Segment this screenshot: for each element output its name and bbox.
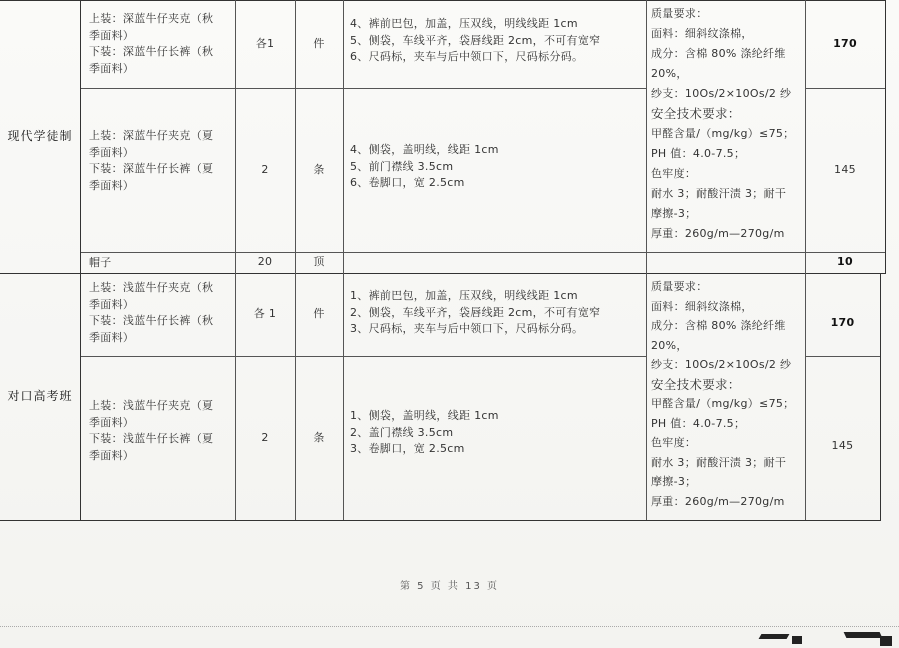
process-line: 2、侧袋，车线平齐，袋唇线距 2cm，不可有宽窄 [350,305,601,319]
process-line: 1、侧袋，盖明线，线距 1cm [350,409,499,422]
unit-cell: 条 [313,162,325,176]
item-description [89,11,233,77]
page-number: 第 5 页 共 13 页 [400,581,499,592]
hat-label: 帽子 [89,256,112,269]
scan-artifact [792,636,802,644]
process-requirements [350,288,644,338]
quality-line: 成分：含棉 80% 涤纶纤维 [651,47,786,60]
unit-cell: 件 [313,307,325,321]
item-description [89,398,233,464]
scan-artifact [844,632,883,638]
item-line: 上装：深蓝牛仔夹克（夏 [89,129,214,142]
quality-line: 20%， [651,67,688,80]
category-label: 现代学徒制 [7,129,73,144]
quality-line: 成分：含棉 80% 涤纶纤维 [651,319,786,332]
quality-line: 耐水 3；耐酸汗渍 3；耐干 [651,187,787,200]
item-line: 下装：深蓝牛仔长裤（夏 [89,162,214,175]
item-line: 季面料） [89,28,135,42]
category-label: 对口高考班 [7,389,73,404]
hat-quantity: 20 [257,255,273,269]
item-line: 下装：浅蓝牛仔长裤（夏 [89,432,214,445]
quality-line: 色牢度： [651,167,697,180]
hat-price: 10 [837,255,853,269]
hat-unit: 顶 [313,255,325,269]
quality-line: 摩擦-3； [651,207,697,220]
item-line: 季面料） [89,178,135,192]
price-cell: 170 [830,315,855,329]
process-line: 3、卷脚口，宽 2.5cm [350,442,465,455]
process-line: 6、卷脚口，宽 2.5cm [350,176,465,189]
item-line: 季面料） [89,145,135,159]
quality-line: 色牢度： [651,436,697,449]
quality-requirements [651,4,803,244]
process-line: 1、裤前巴包，加盖，压双线，明线线距 1cm [350,289,578,302]
price-cell: 170 [833,36,857,50]
quality-line: 纱支：10Os/2×10Os/2 纱 [651,358,792,371]
item-line: 季面料） [89,448,135,462]
item-line: 下装：深蓝牛仔长裤（秋 [89,45,214,58]
quality-line: 厚重：260g/m—270g/m [651,227,785,240]
quality-requirements [651,277,803,511]
quantity-cell: 2 [261,430,269,444]
price-cell: 145 [831,439,854,453]
quality-line: 20%， [651,338,688,352]
item-line: 季面料） [89,297,135,311]
quality-line: 面料：细斜纹涤棉， [651,27,753,40]
unit-cell: 条 [313,430,325,444]
process-requirements [350,408,644,458]
process-line: 6、尺码标，夹车与后中领口下，尺码标分码。 [350,50,584,63]
process-requirements [350,142,644,192]
item-line: 上装：浅蓝牛仔夹克（夏 [89,399,214,412]
process-line: 2、盖门襟线 3.5cm [350,425,454,439]
item-line: 季面料） [89,415,135,429]
process-requirements [350,16,644,66]
scan-edge-line [0,626,899,627]
quantity-cell: 各1 [255,36,275,50]
item-description [89,280,233,346]
quality-line: 甲醛含量/（mg/kg）≤75； [651,397,795,410]
quality-line: 安全技术要求： [651,376,741,392]
quality-line: 摩擦-3； [651,475,697,488]
item-line: 季面料） [89,61,135,75]
process-line: 5、前门襟线 3.5cm [350,159,454,173]
quality-line: 质量要求： [651,7,708,20]
item-description [89,128,233,194]
price-cell: 145 [834,162,856,176]
process-line: 4、裤前巴包，加盖，压双线，明线线距 1cm [350,17,578,30]
quality-line: 厚重：260g/m—270g/m [651,494,785,508]
unit-cell: 件 [313,36,325,50]
quality-line: 质量要求： [651,280,708,293]
scan-artifact [880,636,892,646]
quality-line: 甲醛含量/（mg/kg）≤75； [651,127,795,140]
process-line: 3、尺码标，夹车与后中领口下，尺码标分码。 [350,322,584,335]
item-line: 上装：深蓝牛仔夹克（秋 [89,12,214,25]
quantity-cell: 各 1 [253,307,277,321]
quality-line: 安全技术要求： [651,106,741,121]
item-line: 上装：浅蓝牛仔夹克（秋 [89,281,214,294]
quality-line: 面料：细斜纹涤棉， [651,299,753,313]
item-line: 季面料） [89,330,135,344]
item-line: 下装：浅蓝牛仔长裤（秋 [89,314,214,327]
process-line: 5、侧袋，车线平齐，袋唇线距 2cm，不可有宽窄 [350,33,601,47]
quantity-cell: 2 [261,162,269,176]
quality-line: PH 值：4.0-7.5； [651,416,746,430]
quality-line: PH 值：4.0-7.5； [651,147,746,160]
quality-line: 纱支：10Os/2×10Os/2 纱 [651,87,792,100]
scan-artifact [759,634,790,639]
process-line: 4、侧袋，盖明线，线距 1cm [350,143,499,156]
quality-line: 耐水 3；耐酸汗渍 3；耐干 [651,455,787,469]
